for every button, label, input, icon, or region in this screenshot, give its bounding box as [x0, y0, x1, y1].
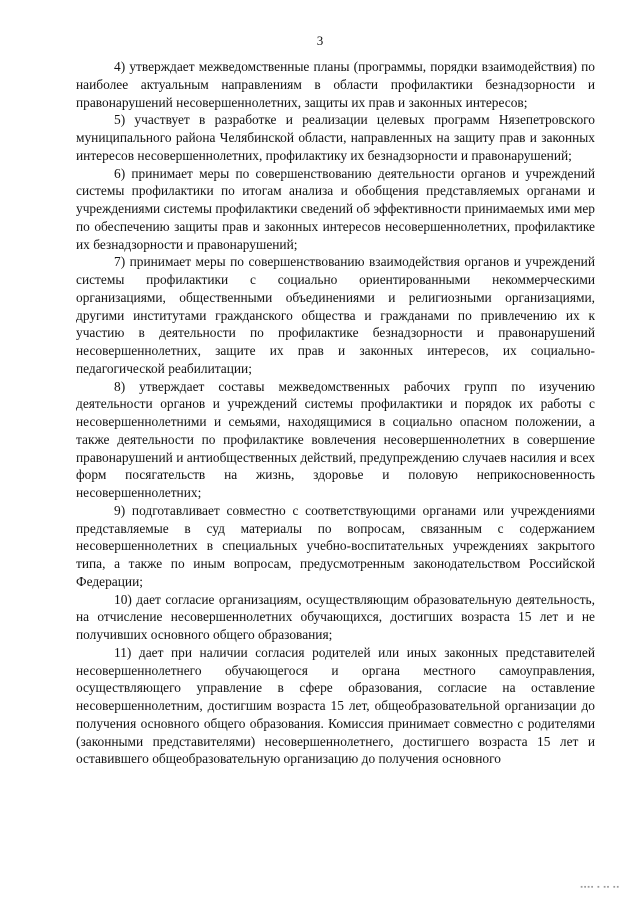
paragraph-item-6: 6) принимает меры по совершенствованию деятельности органов и учреждений системы профилактики по итогам анализа и обобщения представляемых органами и учреждениями системы профилактики сведений об эффективности принимаемых ими мер по обеспечению защиты прав и законных интересов несовершеннолетних, профилактике их безнадзорности и правонарушений; [76, 165, 595, 252]
paragraph-item-8: 8) утверждает составы межведомственных рабочих групп по изучению деятельности органов и учреждений системы профилактики и порядок их работы с несовершеннолетними и семьями, находящимися в социально опасном положении, а также деятельности по профилактике вовлечения несовершеннолетних в совершение правонарушений и антиобщественных действий, предупреждению случаев насилия и всех форм посягательств на жизнь, здоровье и половую неприкосновенность несовершеннолетних; [76, 378, 595, 500]
paragraph-item-4: 4) утверждает межведомственные планы (программы, порядки взаимодействия) по наиболее актуальным направлениям в области профилактики безнадзорности и правонарушений несовершеннолетних, защиты их прав и законных интересов; [76, 59, 595, 110]
paragraph-item-7: 7) принимает меры по совершенствованию взаимодействия органов и учреждений системы профилактики с социально ориентированными некоммерческими организациями, общественными объединениями и религиозными организациями, другими институтами гражданского общества и гражданами по привлечению их к участию в деятельности по профилактике безнадзорности и правонарушений несовершеннолетних, защите их прав и законных интересов, их социально-педагогической реабилитации; [76, 254, 595, 376]
page-number: 3 [316, 33, 324, 48]
paragraph-item-10: 10) дает согласие организациям, осуществляющим образовательную деятельность, на отчисление несовершеннолетних обучающихся, достигших возраста 15 лет и не получивших основного общего образования; [76, 591, 595, 642]
paragraph-item-11: 11) дает при наличии согласия родителей или иных законных представителей несовершеннолетнего обучающегося и органа местного самоуправления, осуществляющего управление в сфере образования, согласие на оставление несовершеннолетним, достигшим возраста 15 лет, общеобразовательной организации до получения основного общего образования. Комиссия принимает совместно с родителями (законными представителями) несовершеннолетнего, достигшего возраста 15 лет и оставившего общеобразовательную организацию до получения основного [76, 644, 595, 767]
paragraph-item-5: 5) участвует в разработке и реализации целевых программ Нязепетровского муниципального района Челябинской области, направленных на защиту прав и законных интересов несовершеннолетних, профилактику их безнадзорности и правонарушений; [76, 112, 595, 163]
paragraph-item-9: 9) подготавливает совместно с соответствующими органами или учреждениями представляемые в суд материалы по вопросам, связанным с содержанием несовершеннолетних в специальных учебно-воспитательных учреждениях закрытого типа, а также по иным вопросам, предусмотренным законодательством Российской Федерации; [76, 502, 595, 589]
scan-footer-marks: ▪▪▪▪ ▪ ▪▪ ▪▪ [580, 883, 620, 891]
document-body [76, 58, 595, 768]
